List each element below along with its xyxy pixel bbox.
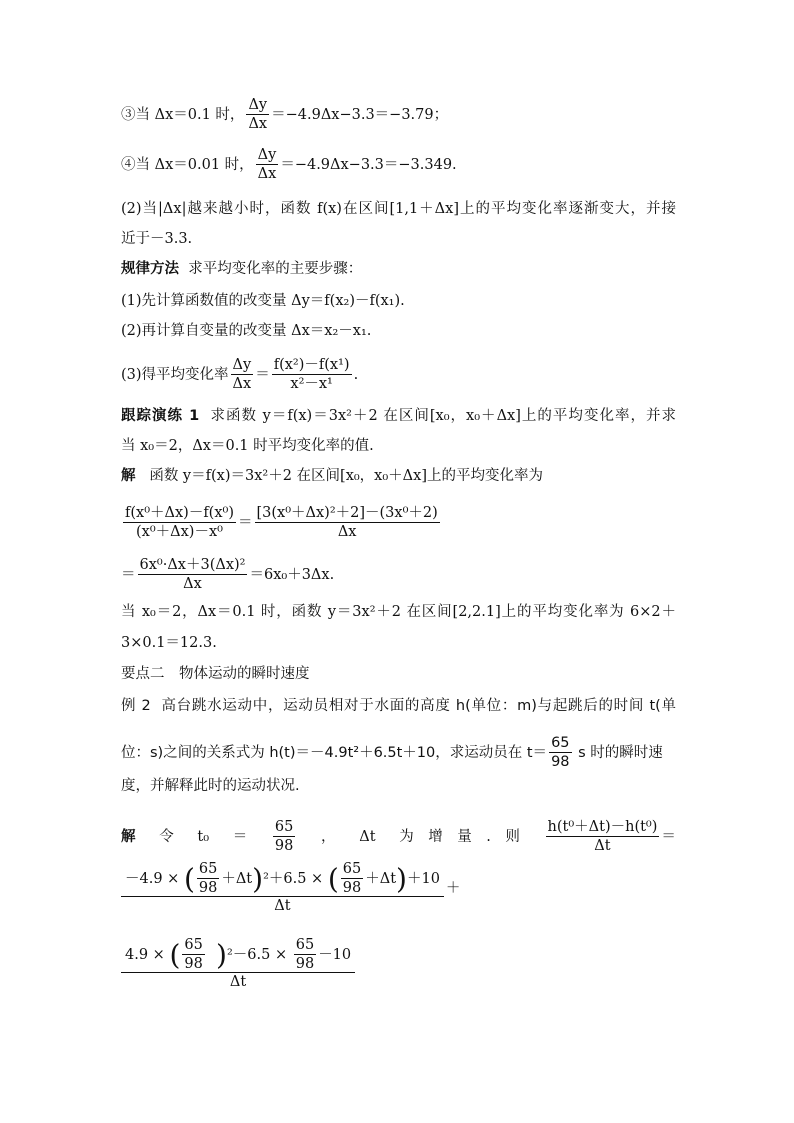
item-4-prefix: ④当 Δx＝0.01 时， [121,157,254,174]
item-3-rest: ＝−4.9Δx−3.3＝−3.79； [271,107,449,124]
item-3-fraction: $\frac{\Delta y}{\Delta x}$ [248,97,268,133]
practice-formula-1: $\frac{\text{f(x⁰＋Δx)－f(x⁰)}}{\text{(x⁰＋Δx)－x⁰}}$ ＝ $\frac{\text{[3(x⁰＋Δx)²＋2]－(3x⁰＋2)}}{\Delta x}$ [125,505,438,541]
practice-conclusion-line-2: 3×0.1＝12.3. [121,635,217,651]
method-intro: 求平均变化率的主要步骤： [188,261,363,277]
practice-question-line-2: 当 x₀＝2，Δx＝0.1 时平均变化率的值. [121,438,374,454]
method-heading: 规律方法 [121,261,179,277]
difference-quotient-fraction: $\frac{\text{h(t⁰＋Δt)－h(t⁰)}}{\Delta t}$ [547,819,658,855]
method-fraction-1: $\frac{\Delta y}{\Delta x}$ [232,357,252,393]
example-2-line-3: 度，并解释此时的运动状况. [121,778,300,794]
expansion-1-fraction: －4.9 × ( $\frac{65}{98}$ ＋Δt)²＋6.5 × ( $\frac{65}{98}$ ＋Δt)＋10 Δt [121,862,444,915]
practice-heading: 跟踪演练 1 [121,408,200,424]
item-4-line [121,148,457,182]
practice-solution-label: 解 [121,468,136,484]
method-step-3: (3)得平均变化率 $\frac{\Delta y}{\Delta x}$ ＝ $\frac{\text{f(x²)－f(x¹)}}{\text{x²－x¹}}$ . [121,357,359,393]
method-step-1: (1)先计算函数值的改变量 Δy＝f(x₂)－f(x₁). [121,293,405,309]
formula-fraction-right: $\frac{\text{[3(x⁰＋Δx)²＋2]－(3x⁰＋2)}}{\Delta x}$ [256,505,438,541]
expansion-1: －4.9 × ( $\frac{65}{98}$ ＋Δt)²＋6.5 × ( $\frac{65}{98}$ ＋Δt)＋10 Δt ＋ [121,862,460,915]
example-2-line-2: 位：s)之间的关系式为 h(t)＝－4.9t²＋6.5t＋10，求运动员在 t＝ $\frac{65}{98}$ s 时的瞬时速 [121,735,663,771]
example-2-solution-line: 解 令 t₀ ＝ $\frac{65}{98}$ ， Δt 为 增 量 . 则 $\frac{\text{h(t⁰＋Δt)－h(t⁰)}}{\Delta t}$ ＝ [121,819,676,855]
item-4-fraction: $\frac{\Delta y}{\Delta x}$ [257,147,277,183]
point-2-heading: 要点二 物体运动的瞬时速度 [121,666,310,682]
example-2-solution-label: 解 [121,829,136,846]
example-2-line-1: 例 2 高台跳水运动中，运动员相对于水面的高度 h(单位：m)与起跳后的时间 t(单 [121,698,677,714]
example-2-time-fraction: $\frac{65}{98}$ [551,735,570,771]
paragraph-2-line-2: 近于－3.3. [121,231,193,247]
expansion-2-inner-fraction-2: $\frac{65}{98}$ [295,937,315,973]
practice-formula-2: ＝ $\frac{\text{6x⁰·Δx＋3(Δx)²}}{\Delta x}$ ＝6x₀＋3Δx. [121,557,335,593]
formula-fraction-left: $\frac{\text{f(x⁰＋Δx)－f(x⁰)}}{\text{(x⁰＋Δx)－x⁰}}$ [125,505,234,541]
item-4-rest: ＝−4.9Δx−3.3＝−3.349. [280,157,457,174]
method-fraction-2: $\frac{\text{f(x²)－f(x¹)}}{\text{x²－x¹}}$ [273,357,350,393]
method-step-2: (2)再计算自变量的改变量 Δx＝x₂－x₁. [121,323,372,339]
method-heading-line [121,259,362,279]
expansion-1-inner-fraction-2: $\frac{65}{98}$ [342,861,362,897]
practice-question-line-1: 跟踪演练 1 求函数 y＝f(x)＝3x²＋2 在区间[x₀，x₀＋Δx]上的平均变化率，并求 [121,408,677,424]
paragraph-2-line-1: (2)当|Δx|越来越小时，函数 f(x)在区间[1,1＋Δx]上的平均变化率逐渐变大，并接 [121,201,676,217]
example-2-label: 例 2 [121,698,151,714]
practice-conclusion-line-1: 当 x₀＝2，Δx＝0.1 时，函数 y＝3x²＋2 在区间[2,2.1]上的平均变化率为 6×2＋ [121,604,676,620]
expansion-2-fraction: 4.9 × ( $\frac{65}{98}$ )²－6.5 × $\frac{65}{98}$ －10 Δt [121,938,355,991]
item-3-line [121,98,448,132]
formula-fraction-simplified: $\frac{\text{6x⁰·Δx＋3(Δx)²}}{\Delta x}$ [139,557,246,593]
expansion-2 [121,938,357,991]
expansion-1-inner-fraction-1: $\frac{65}{98}$ [198,861,218,897]
t0-fraction: $\frac{65}{98}$ [274,819,294,855]
expansion-2-inner-fraction-1: $\frac{65}{98}$ [184,937,203,973]
item-3-prefix: ③当 Δx＝0.1 时， [121,107,245,124]
practice-solution-line-1: 解 函数 y＝f(x)＝3x²＋2 在区间[x₀，x₀＋Δx]上的平均变化率为 [121,468,543,484]
